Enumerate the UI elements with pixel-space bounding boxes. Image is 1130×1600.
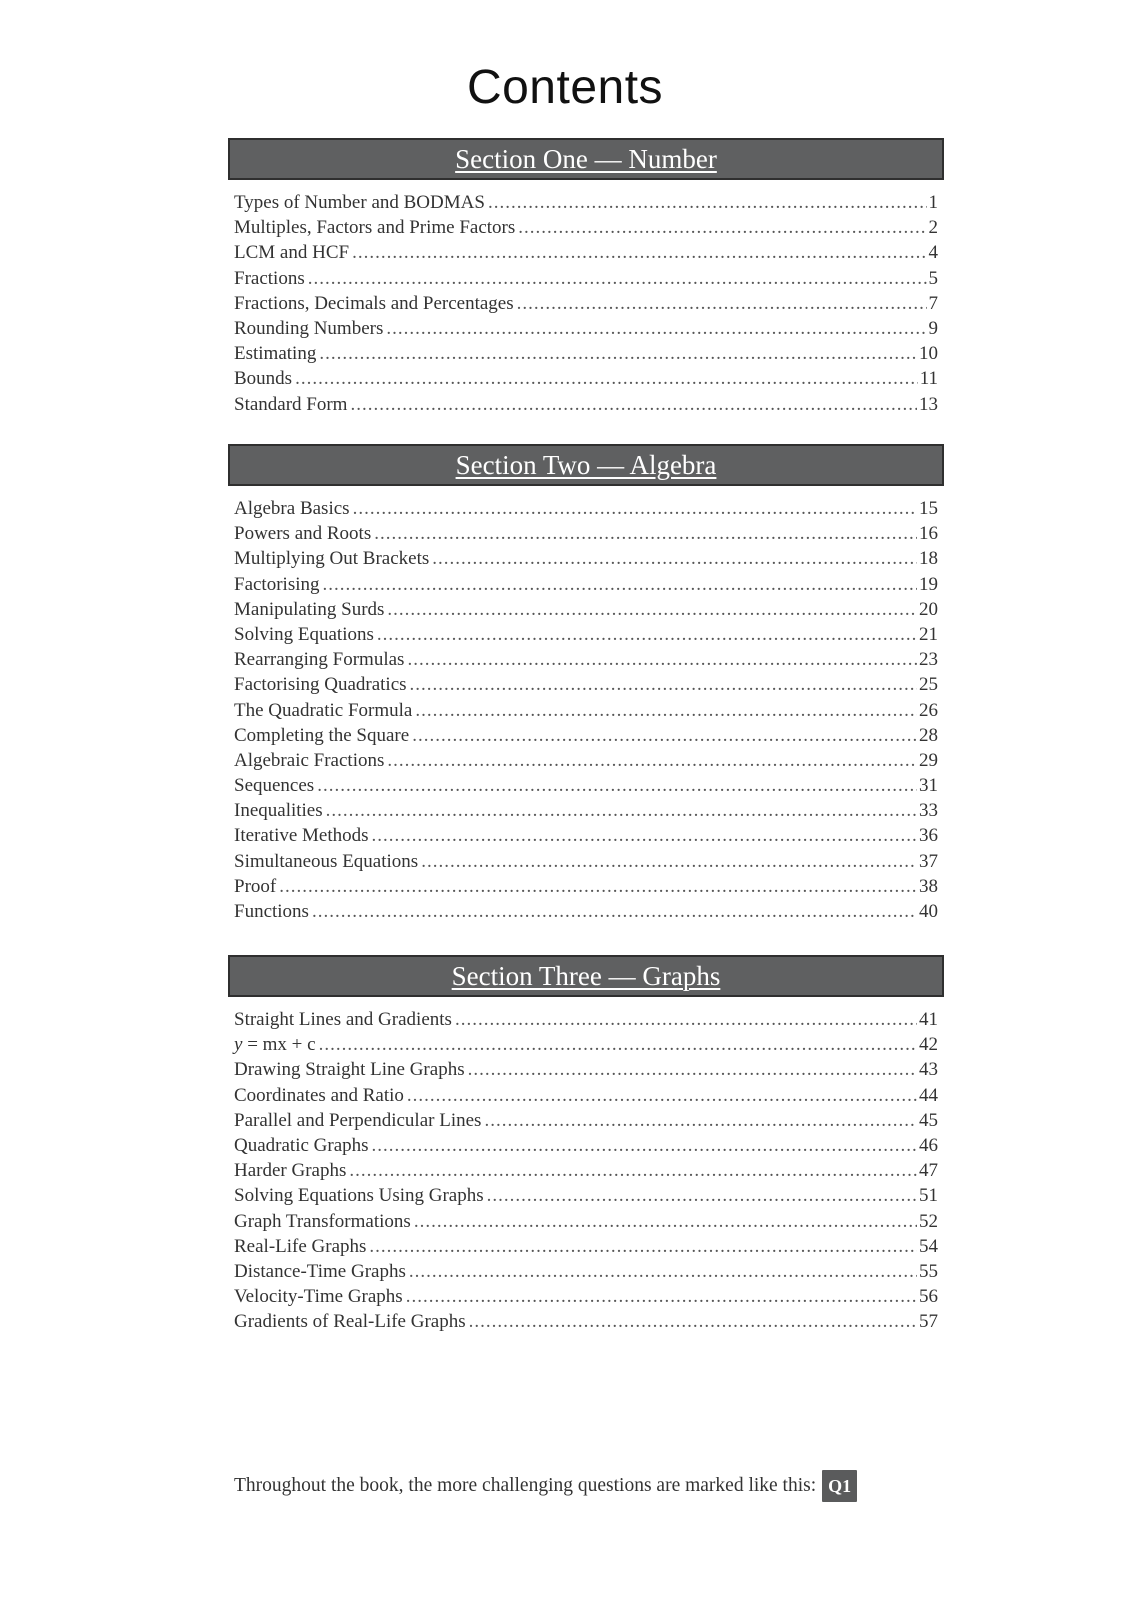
toc-entry[interactable] bbox=[234, 496, 938, 521]
toc-entry-label: Fractions, Decimals and Percentages bbox=[234, 292, 514, 314]
toc-entry-page: 33 bbox=[919, 800, 938, 822]
toc-entry[interactable] bbox=[234, 748, 938, 773]
toc-list bbox=[228, 496, 944, 924]
toc-entry-page: 10 bbox=[919, 343, 938, 365]
toc-entry-label: Solving Equations bbox=[234, 623, 374, 645]
toc-entry-label: The Quadratic Formula bbox=[234, 699, 413, 721]
toc-entry-label: Sequences bbox=[234, 775, 315, 797]
section-algebra bbox=[228, 444, 944, 924]
dot-leader bbox=[326, 798, 917, 823]
dot-leader bbox=[455, 1007, 917, 1032]
toc-entry[interactable] bbox=[234, 672, 938, 697]
toc-entry[interactable] bbox=[234, 392, 938, 417]
toc-entry[interactable] bbox=[234, 521, 938, 546]
toc-entry-page: 7 bbox=[928, 292, 938, 314]
toc-entry-page: 52 bbox=[919, 1210, 938, 1232]
toc-entry-label: Algebraic Fractions bbox=[234, 749, 385, 771]
dot-leader bbox=[377, 622, 917, 647]
toc-entry[interactable] bbox=[234, 874, 938, 899]
section-header[interactable] bbox=[228, 955, 944, 997]
dot-leader bbox=[468, 1057, 917, 1082]
toc-entry[interactable] bbox=[234, 341, 938, 366]
toc-entry-label: Functions bbox=[234, 901, 309, 922]
toc-entry[interactable] bbox=[234, 1083, 938, 1108]
toc-entry-page: 36 bbox=[919, 825, 938, 847]
toc-entry-page: 25 bbox=[919, 674, 938, 696]
toc-entry-label: Solving Equations Using Graphs bbox=[234, 1185, 484, 1207]
dot-leader bbox=[372, 823, 917, 848]
dot-leader bbox=[295, 366, 918, 391]
dot-leader bbox=[312, 899, 917, 924]
toc-entry-label: Inequalities bbox=[234, 800, 323, 822]
dot-leader bbox=[409, 1259, 917, 1284]
dot-leader bbox=[517, 291, 927, 316]
dot-leader bbox=[407, 647, 917, 672]
toc-entry-label: Factorising Quadratics bbox=[234, 674, 407, 696]
toc-entry[interactable] bbox=[234, 723, 938, 748]
toc-entry[interactable] bbox=[234, 798, 938, 823]
dot-leader bbox=[317, 773, 917, 798]
dot-leader bbox=[432, 546, 917, 571]
dot-leader bbox=[352, 240, 926, 265]
toc-entry[interactable] bbox=[234, 1032, 938, 1057]
toc-entry-label: Graph Transformations bbox=[234, 1210, 411, 1232]
toc-entry[interactable] bbox=[234, 1057, 938, 1082]
toc-entry-page: 29 bbox=[919, 749, 938, 771]
toc-entry-label: LCM and HCF bbox=[234, 242, 350, 264]
toc-entry-page: 23 bbox=[919, 649, 938, 671]
toc-entry[interactable] bbox=[234, 1183, 938, 1208]
toc-entry-page: 57 bbox=[919, 1311, 938, 1333]
toc-entry[interactable] bbox=[234, 316, 938, 341]
toc-entry-label: y = mx + c bbox=[234, 1034, 316, 1056]
toc-entry-label: Real-Life Graphs bbox=[234, 1235, 367, 1257]
toc-entry-page: 4 bbox=[928, 242, 938, 264]
toc-entry-label: Bounds bbox=[234, 368, 293, 390]
section-header[interactable] bbox=[228, 444, 944, 486]
toc-entry[interactable] bbox=[234, 1209, 938, 1234]
toc-entry-label: Multiples, Factors and Prime Factors bbox=[234, 217, 516, 239]
dot-leader bbox=[407, 1083, 917, 1108]
dot-leader bbox=[410, 672, 917, 697]
toc-entry[interactable] bbox=[234, 266, 938, 291]
toc-entry[interactable] bbox=[234, 1259, 938, 1284]
toc-entry[interactable] bbox=[234, 849, 938, 874]
toc-entry-page: 20 bbox=[919, 598, 938, 620]
toc-entry[interactable] bbox=[234, 1284, 938, 1309]
toc-entry[interactable] bbox=[234, 1108, 938, 1133]
dot-leader bbox=[279, 874, 917, 899]
dot-leader bbox=[414, 1209, 917, 1234]
toc-entry-label: Powers and Roots bbox=[234, 523, 372, 545]
toc-entry[interactable] bbox=[234, 622, 938, 647]
dot-leader bbox=[487, 1183, 917, 1208]
toc-entry[interactable] bbox=[234, 240, 938, 265]
toc-entry-label: Completing the Square bbox=[234, 724, 410, 746]
toc-entry[interactable] bbox=[234, 647, 938, 672]
toc-entry-page: 11 bbox=[919, 368, 938, 390]
dot-leader bbox=[518, 215, 926, 240]
footer-note bbox=[234, 1470, 954, 1502]
dot-leader bbox=[319, 341, 917, 366]
toc-entry-page: 56 bbox=[919, 1286, 938, 1308]
toc-entry[interactable] bbox=[234, 698, 938, 723]
dot-leader bbox=[349, 1158, 917, 1183]
toc-entry[interactable] bbox=[234, 291, 938, 316]
toc-entry[interactable] bbox=[234, 597, 938, 622]
toc-entry[interactable] bbox=[234, 215, 938, 240]
toc-entry[interactable] bbox=[234, 190, 938, 215]
toc-entry[interactable] bbox=[234, 823, 938, 848]
dot-leader bbox=[386, 316, 926, 341]
toc-entry[interactable] bbox=[234, 1133, 938, 1158]
toc-entry-page: 41 bbox=[919, 1009, 938, 1030]
toc-entry-label: Rounding Numbers bbox=[234, 317, 384, 339]
toc-entry-page: 26 bbox=[919, 699, 938, 721]
toc-entry-label: Distance-Time Graphs bbox=[234, 1260, 406, 1282]
toc-entry[interactable] bbox=[234, 366, 938, 391]
toc-entry-page: 46 bbox=[919, 1134, 938, 1156]
toc-entry-label: Velocity-Time Graphs bbox=[234, 1286, 403, 1308]
toc-entry-page: 51 bbox=[919, 1185, 938, 1207]
toc-entry-page: 18 bbox=[919, 548, 938, 570]
toc-entry[interactable] bbox=[234, 1007, 938, 1032]
section-header[interactable] bbox=[228, 138, 944, 180]
toc-entry-page: 47 bbox=[919, 1160, 938, 1182]
toc-entry-label: Harder Graphs bbox=[234, 1160, 347, 1182]
toc-entry[interactable] bbox=[234, 572, 938, 597]
dot-leader bbox=[484, 1108, 917, 1133]
toc-entry-page: 40 bbox=[919, 901, 938, 922]
toc-entry-page: 13 bbox=[919, 393, 938, 415]
dot-leader bbox=[406, 1284, 917, 1309]
toc-entry-label: Algebra Basics bbox=[234, 498, 350, 519]
toc-entry-page: 42 bbox=[919, 1034, 938, 1056]
dot-leader bbox=[387, 748, 917, 773]
dot-leader bbox=[372, 1133, 917, 1158]
toc-entry-page: 37 bbox=[919, 850, 938, 872]
toc-entry-page: 44 bbox=[919, 1084, 938, 1106]
toc-list bbox=[228, 1007, 944, 1334]
toc-entry[interactable] bbox=[234, 1234, 938, 1259]
toc-entry-label: Quadratic Graphs bbox=[234, 1134, 369, 1156]
toc-entry-page: 2 bbox=[928, 217, 938, 239]
toc-entry-label: Standard Form bbox=[234, 393, 348, 415]
toc-entry-page: 54 bbox=[919, 1235, 938, 1257]
toc-entry-label: Manipulating Surds bbox=[234, 598, 385, 620]
toc-entry-page: 28 bbox=[919, 724, 938, 746]
toc-entry-label: Rearranging Formulas bbox=[234, 649, 405, 671]
dot-leader bbox=[488, 190, 927, 215]
toc-entry-label: Iterative Methods bbox=[234, 825, 369, 847]
toc-entry-label: Parallel and Perpendicular Lines bbox=[234, 1109, 482, 1131]
toc-entry[interactable] bbox=[234, 773, 938, 798]
dot-leader bbox=[319, 1032, 917, 1057]
section-header-label: Section Two — Algebra bbox=[455, 450, 717, 480]
dot-leader bbox=[387, 597, 917, 622]
section-graphs bbox=[228, 955, 944, 1334]
toc-entry[interactable] bbox=[234, 1309, 938, 1334]
toc-entry[interactable] bbox=[234, 899, 938, 924]
toc-entry-page: 9 bbox=[928, 317, 938, 339]
dot-leader bbox=[469, 1309, 917, 1334]
dot-leader bbox=[369, 1234, 917, 1259]
toc-entry-label: Coordinates and Ratio bbox=[234, 1084, 404, 1106]
toc-entry-page: 31 bbox=[919, 775, 938, 797]
toc-entry-label: Proof bbox=[234, 875, 277, 897]
toc-entry[interactable] bbox=[234, 546, 938, 571]
toc-entry-label: Fractions bbox=[234, 267, 305, 289]
section-header-label: Section Three — Graphs bbox=[451, 961, 721, 991]
toc-entry-page: 43 bbox=[919, 1059, 938, 1081]
toc-entry-label: Multiplying Out Brackets bbox=[234, 548, 430, 570]
toc-entry-page: 21 bbox=[919, 623, 938, 645]
dot-leader bbox=[308, 266, 927, 291]
dot-leader bbox=[323, 572, 918, 597]
toc-entry-page: 45 bbox=[919, 1109, 938, 1131]
toc-entry-label: Estimating bbox=[234, 343, 317, 365]
toc-entry-label: Factorising bbox=[234, 573, 320, 595]
toc-entry-label: Straight Lines and Gradients bbox=[234, 1009, 452, 1030]
dot-leader bbox=[415, 698, 917, 723]
toc-entry-page: 1 bbox=[928, 192, 938, 213]
footer-note-text: Throughout the book, the more challenging questions are marked like this: bbox=[234, 1475, 817, 1496]
toc-entry-page: 19 bbox=[919, 573, 938, 595]
toc-entry-label: Gradients of Real-Life Graphs bbox=[234, 1311, 466, 1333]
section-number bbox=[228, 138, 944, 417]
toc-list bbox=[228, 190, 944, 417]
toc-entry-label: Types of Number and BODMAS bbox=[234, 192, 485, 213]
toc-entry-label: Drawing Straight Line Graphs bbox=[234, 1059, 465, 1081]
dot-leader bbox=[421, 849, 917, 874]
dot-leader bbox=[350, 392, 917, 417]
challenge-question-badge: Q1 bbox=[822, 1470, 857, 1502]
toc-entry[interactable] bbox=[234, 1158, 938, 1183]
page-title: Contents bbox=[466, 61, 664, 114]
section-header-label: Section One — Number bbox=[455, 144, 717, 174]
toc-entry-page: 5 bbox=[928, 267, 938, 289]
toc-entry-page: 16 bbox=[919, 523, 938, 545]
toc-entry-page: 55 bbox=[919, 1260, 938, 1282]
toc-entry-page: 15 bbox=[919, 498, 938, 519]
dot-leader bbox=[374, 521, 917, 546]
dot-leader bbox=[353, 496, 917, 521]
toc-entry-label: Simultaneous Equations bbox=[234, 850, 419, 872]
dot-leader bbox=[412, 723, 917, 748]
toc-entry-page: 38 bbox=[919, 875, 938, 897]
